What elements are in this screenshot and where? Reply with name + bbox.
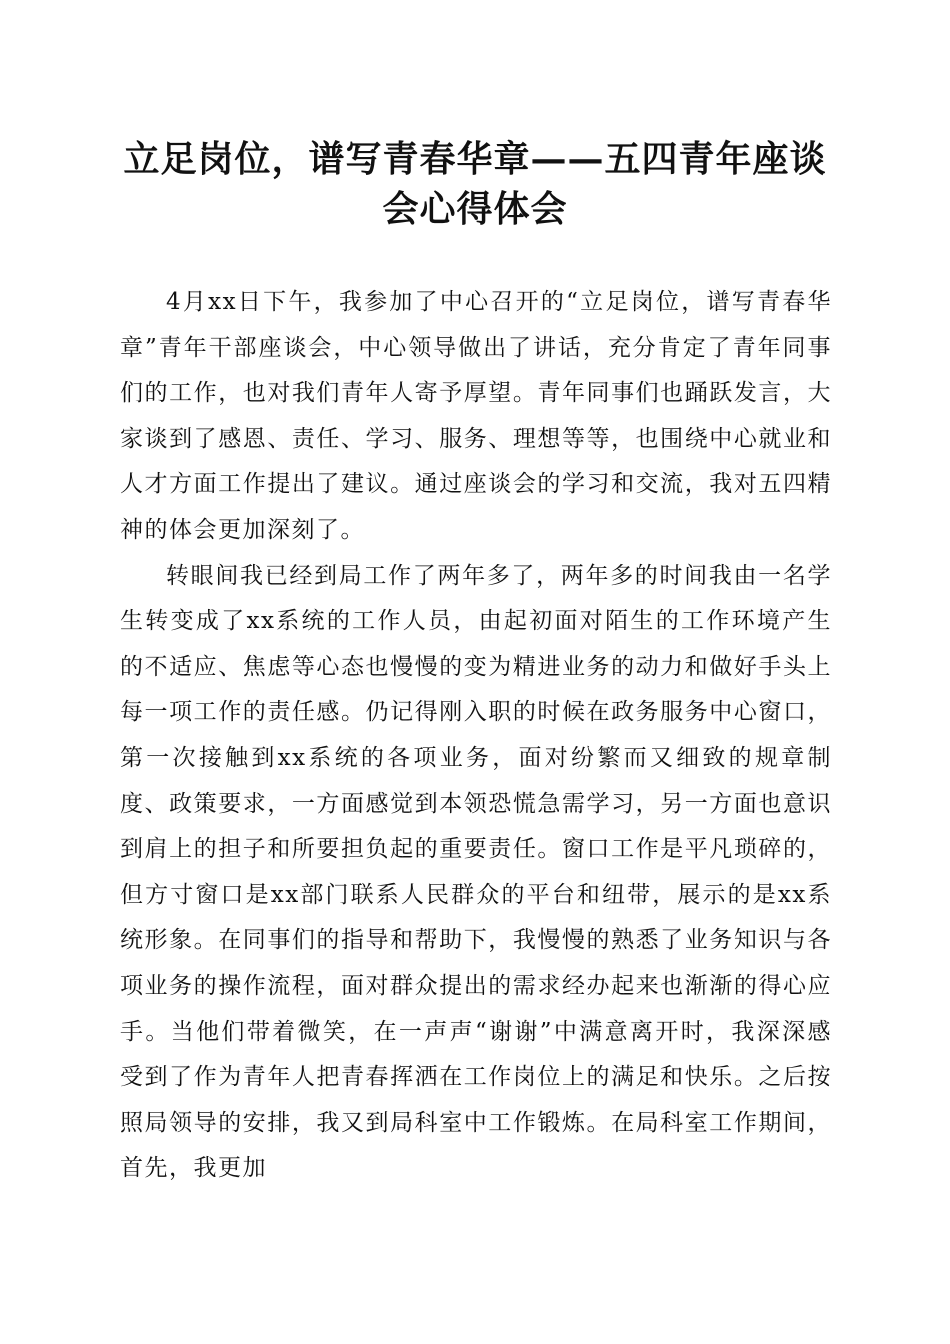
paragraph-1: 4月xx日下午，我参加了中心召开的“立足岗位，谱写青春华章”青年干部座谈会，中心领导做出了讲话，充分肯定了青年同事们的工作，也对我们青年人寄予厚望。青年同事们也踊跃发言，大家谈到了感恩、责任、学习、服务、理想等等，也围绕中心就业和人才方面工作提出了建议。通过座谈会的学习和交流，我对五四精神的体会更加深刻了。 (120, 289, 832, 543)
document-title: 立足岗位，谱写青春华章——五四青年座谈会心得体会 (123, 138, 827, 230)
document-body (120, 280, 832, 1192)
paragraph-2: 转眼间我已经到局工作了两年多了，两年多的时间我由一名学生转变成了xx系统的工作人员，由起初面对陌生的工作环境产生的不适应、焦虑等心态也慢慢的变为精进业务的动力和做好手头上每一项工作的责任感。仍记得刚入职的时候在政务服务中心窗口，第一次接触到xx系统的各项业务，面对纷繁而又细致的规章制度、政策要求，一方面感觉到本领恐慌急需学习，另一方面也意识到肩上的担子和所要担负起的重要责任。窗口工作是平凡琐碎的，但方寸窗口是xx部门联系人民群众的平台和纽带，展示的是xx系统形象。在同事们的指导和帮助下，我慢慢的熟悉了业务知识与各项业务的操作流程，面对群众提出的需求经办起来也渐渐的得心应手。当他们带着微笑，在一声声“谢谢”中满意离开时，我深深感受到了作为青年人把青春挥洒在工作岗位上的满足和快乐。之后按照局领导的安排，我又到局科室中工作锻炼。在局科室工作期间，首先，我更加 (120, 562, 832, 1182)
